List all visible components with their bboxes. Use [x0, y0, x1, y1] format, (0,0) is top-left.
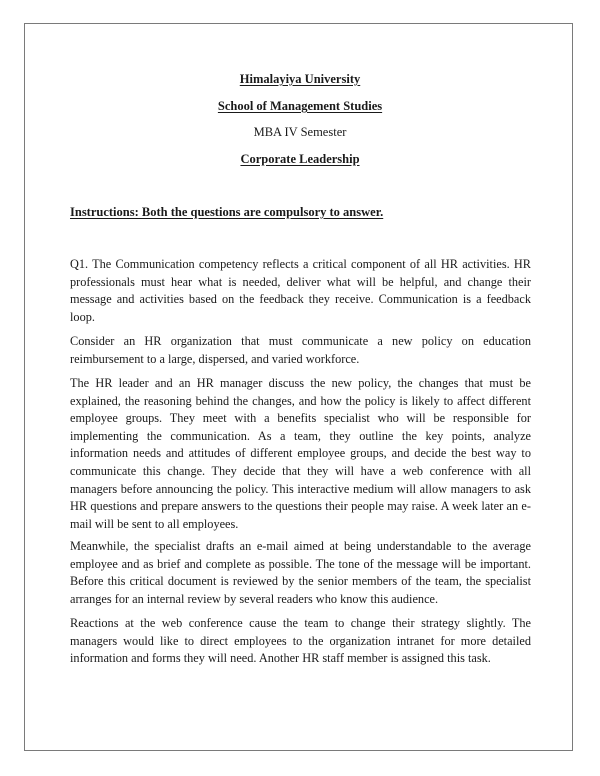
web-conference-paragraph: Reactions at the web conference cause the team to change their strategy slightly. The managers would like to direct employees to the organization intranet for more detailed information and forms they will need. Another HR staff member is assigned this task.	[70, 616, 531, 666]
university-title: Himalayiya University	[239, 72, 361, 86]
instructions-heading: Instructions: Both the questions are compulsory to answer.	[70, 205, 384, 219]
question-1-paragraph: Q1. The Communication competency reflects a critical component of all HR activities. HR professionals must hear what is needed, deliver what will be helpful, and change their message and activities based on the feedback they receive. Communication is a feedback loop.	[70, 257, 531, 324]
semester-label: MBA IV Semester	[253, 125, 347, 139]
specialist-draft-paragraph: Meanwhile, the specialist drafts an e-mail aimed at being understandable to the average employee and as brief and complete as possible. The tone of the message will be important. Before this critical document is reviewed by the senior members of the team, the specialist arranges for an internal review by several readers who know this audience.	[70, 539, 531, 606]
scenario-paragraph: Consider an HR organization that must communicate a new policy on education reimbursement to a large, dispersed, and varied workforce.	[70, 334, 531, 366]
team-discussion-paragraph: The HR leader and an HR manager discuss the new policy, the changes that must be explained, the reasoning behind the changes, and how the policy is likely to affect different employee groups. They meet with a benefits specialist who will be responsible for implementing the communication. As a team, they outline the key points, analyze information needs and attitudes of different employee groups, and decide the best way to communicate this change. They decide that they will have a web conference with all managers before announcing the policy. This interactive medium will allow managers to ask HR questions and prepare answers to the questions their people may raise. A week later an e-mail will be sent to all employees.	[70, 376, 531, 531]
course-title: Corporate Leadership	[240, 152, 360, 166]
school-title: School of Management Studies	[217, 99, 383, 113]
